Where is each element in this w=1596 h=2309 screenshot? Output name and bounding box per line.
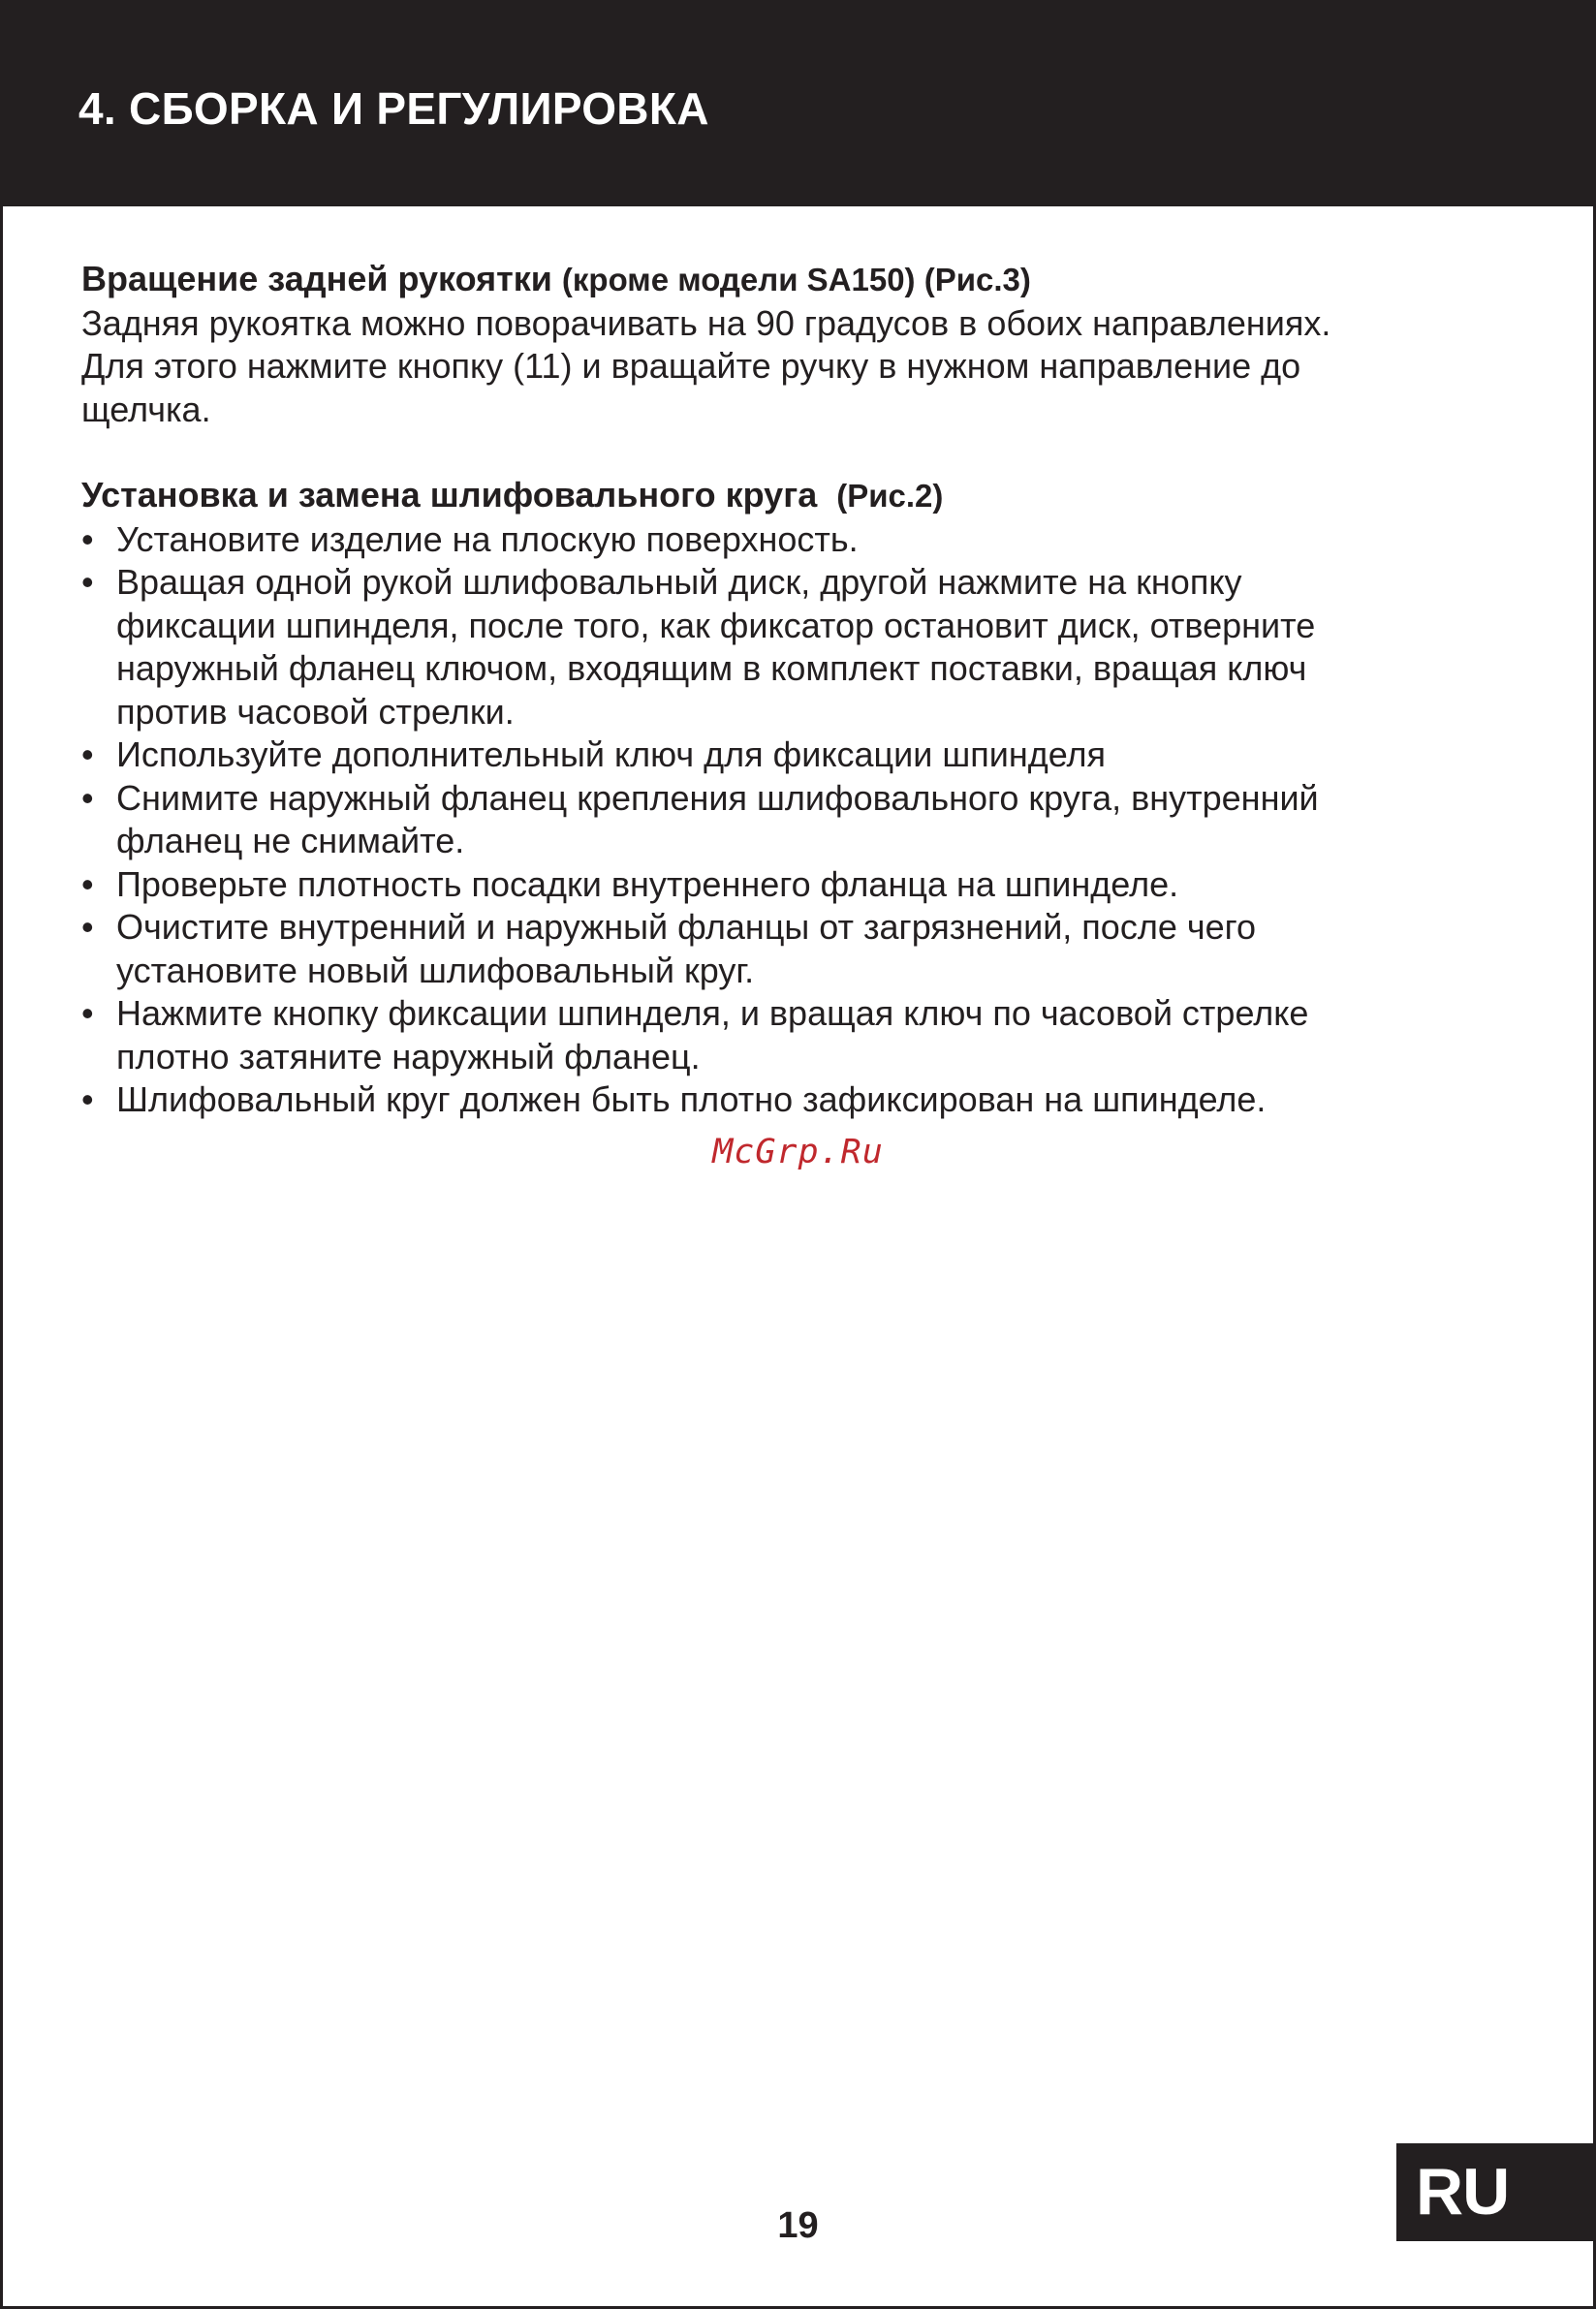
bullet-icon: • (81, 562, 94, 602)
disc-heading-text: Установка и замена шлифовального круга (81, 475, 818, 515)
list-item-line: Шлифовальный круг должен быть плотно зафиксирован на шпинделе. (116, 1079, 1267, 1119)
rotation-heading-note: (кроме модели SA150) (Рис.3) (561, 262, 1031, 297)
bullet-icon: • (81, 863, 94, 904)
bullet-icon: • (81, 777, 94, 818)
header-bar (0, 0, 1596, 206)
bullet-icon: • (81, 518, 94, 559)
list-item-line: против часовой стрелки. (116, 691, 515, 732)
list-item (81, 777, 1516, 863)
list-item (81, 1078, 1516, 1122)
watermark-link[interactable]: McGrp.Ru (712, 1133, 884, 1171)
instruction-list (81, 518, 1516, 1122)
rotation-body-line: щелчка. (81, 389, 211, 429)
list-item-line: Вращая одной рукой шлифовальный диск, другой нажмите на кнопку (116, 562, 1242, 602)
rotation-body (81, 302, 1516, 432)
list-item-line: фиксации шпинделя, после того, как фиксатор остановит диск, отверните (116, 605, 1316, 645)
list-item-line: Проверьте плотность посадки внутреннего фланца на шпинделе. (116, 863, 1179, 904)
page-number: 19 (777, 2205, 819, 2246)
rotation-section (81, 258, 1516, 431)
list-item (81, 733, 1516, 777)
list-item-line: установите новый шлифовальный круг. (116, 950, 755, 990)
section-spacer (81, 431, 1516, 474)
list-item (81, 561, 1516, 733)
list-item-line: фланец не снимайте. (116, 821, 465, 860)
rotation-heading (81, 258, 1516, 302)
list-item (81, 518, 1516, 562)
disc-heading (81, 474, 1516, 518)
bullet-icon: • (81, 734, 94, 774)
list-item (81, 906, 1516, 992)
bullet-icon: • (81, 993, 94, 1033)
rotation-heading-text: Вращение задней рукоятки (81, 259, 552, 298)
page-content (81, 258, 1516, 1122)
list-item-line: Установите изделие на плоскую поверхность. (116, 518, 859, 559)
bullet-icon: • (81, 1079, 94, 1119)
section-title: 4. СБОРКА И РЕГУЛИРОВКА (78, 83, 709, 134)
disc-section (81, 474, 1516, 1122)
list-item-line: Очистите внутренний и наружный фланцы от загрязнений, после чего (116, 907, 1256, 947)
list-item-line: Нажмите кнопку фиксации шпинделя, и вращая ключ по часовой стрелке (116, 993, 1309, 1033)
list-item (81, 992, 1516, 1078)
list-item-line: наружный фланец ключом, входящим в комплект поставки, вращая ключ (116, 648, 1307, 688)
bullet-icon: • (81, 907, 94, 947)
list-item-line: плотно затяните наружный фланец. (116, 1036, 701, 1076)
list-item-line: Снимите наружный фланец крепления шлифовального круга, внутренний (116, 777, 1319, 818)
disc-heading-note: (Рис.2) (836, 478, 944, 514)
list-item (81, 863, 1516, 907)
rotation-body-line: Задняя рукоятка можно поворачивать на 90 градусов в обоих направлениях. (81, 302, 1331, 343)
language-tab (1396, 2143, 1596, 2241)
rotation-body-line: Для этого нажмите кнопку (11) и вращайте ручку в нужном направление до (81, 346, 1301, 386)
language-label: RU (1416, 2155, 1510, 2229)
list-item-line: Используйте дополнительный ключ для фиксации шпинделя (116, 734, 1107, 774)
